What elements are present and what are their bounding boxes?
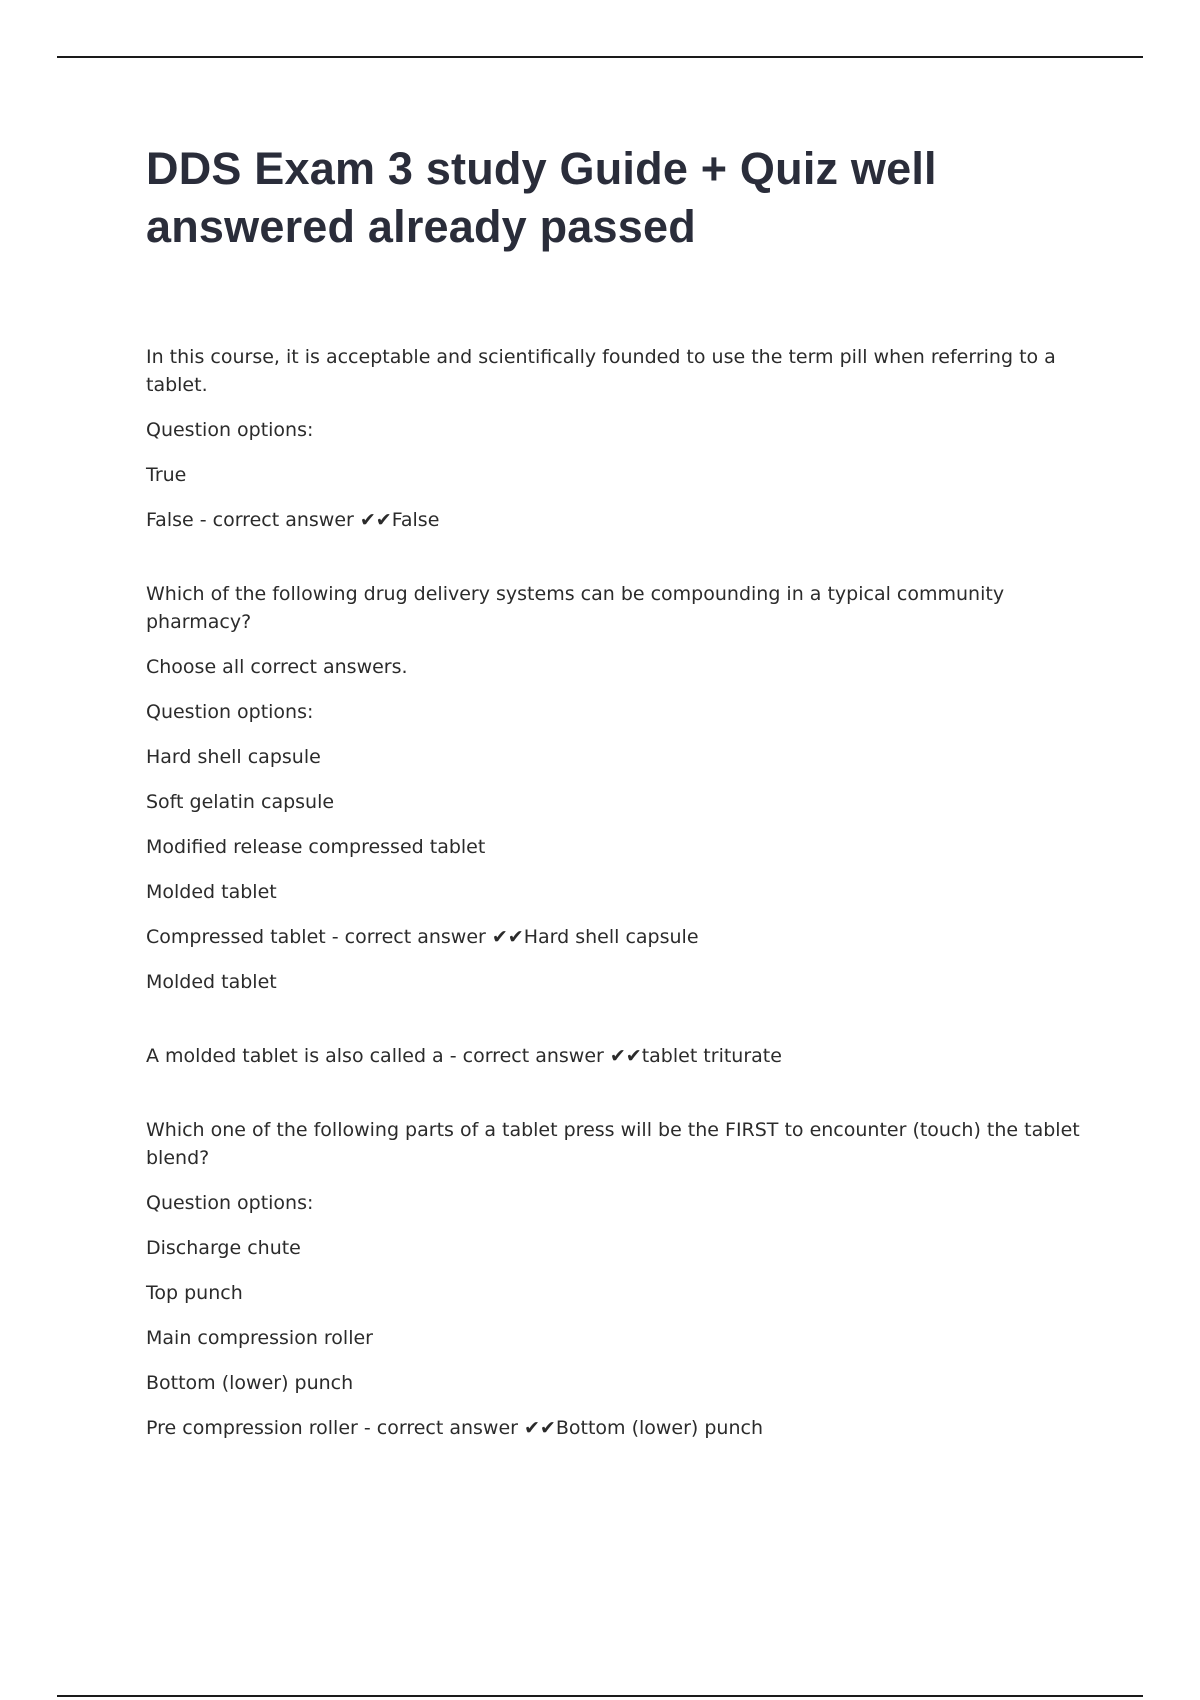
question-block-4 [146, 1116, 1086, 1442]
question-text: In this course, it is acceptable and scientifically founded to use the term pill when referring to a tablet. [146, 346, 1056, 396]
question-text: Which one of the following parts of a tablet press will be the FIRST to encounter (touch) the tablet blend? [146, 1119, 1080, 1169]
option-item: True [146, 464, 187, 486]
option-item: Molded tablet [146, 881, 277, 903]
option-item: Main compression roller [146, 1327, 373, 1349]
answer-continuation: Molded tablet [146, 971, 277, 993]
question-block-3 [146, 1042, 1086, 1070]
answer-line: Compressed tablet - correct answer ✔✔Hard shell capsule [146, 926, 699, 948]
top-rule [57, 56, 1143, 58]
document-page [146, 140, 1086, 1488]
instruction-text: Choose all correct answers. [146, 656, 408, 678]
options-label: Question options: [146, 419, 314, 441]
document-title: DDS Exam 3 study Guide + Quiz well answered already passed [146, 143, 937, 252]
document-content [146, 343, 1086, 1442]
option-item: Bottom (lower) punch [146, 1372, 354, 1394]
option-item: Modified release compressed tablet [146, 836, 486, 858]
options-label: Question options: [146, 701, 314, 723]
question-text: Which of the following drug delivery systems can be compounding in a typical community pharmacy? [146, 583, 1005, 633]
option-item: Hard shell capsule [146, 746, 321, 768]
answer-line: Pre compression roller - correct answer ✔✔Bottom (lower) punch [146, 1417, 764, 1439]
option-item: Discharge chute [146, 1237, 301, 1259]
option-item: Soft gelatin capsule [146, 791, 335, 813]
bottom-rule [57, 1695, 1143, 1697]
question-block-2 [146, 580, 1086, 996]
answer-line: A molded tablet is also called a - correct answer ✔✔tablet triturate [146, 1045, 782, 1067]
question-block-1 [146, 343, 1086, 534]
options-label: Question options: [146, 1192, 314, 1214]
option-item: Top punch [146, 1282, 243, 1304]
answer-line: False - correct answer ✔✔False [146, 509, 440, 531]
